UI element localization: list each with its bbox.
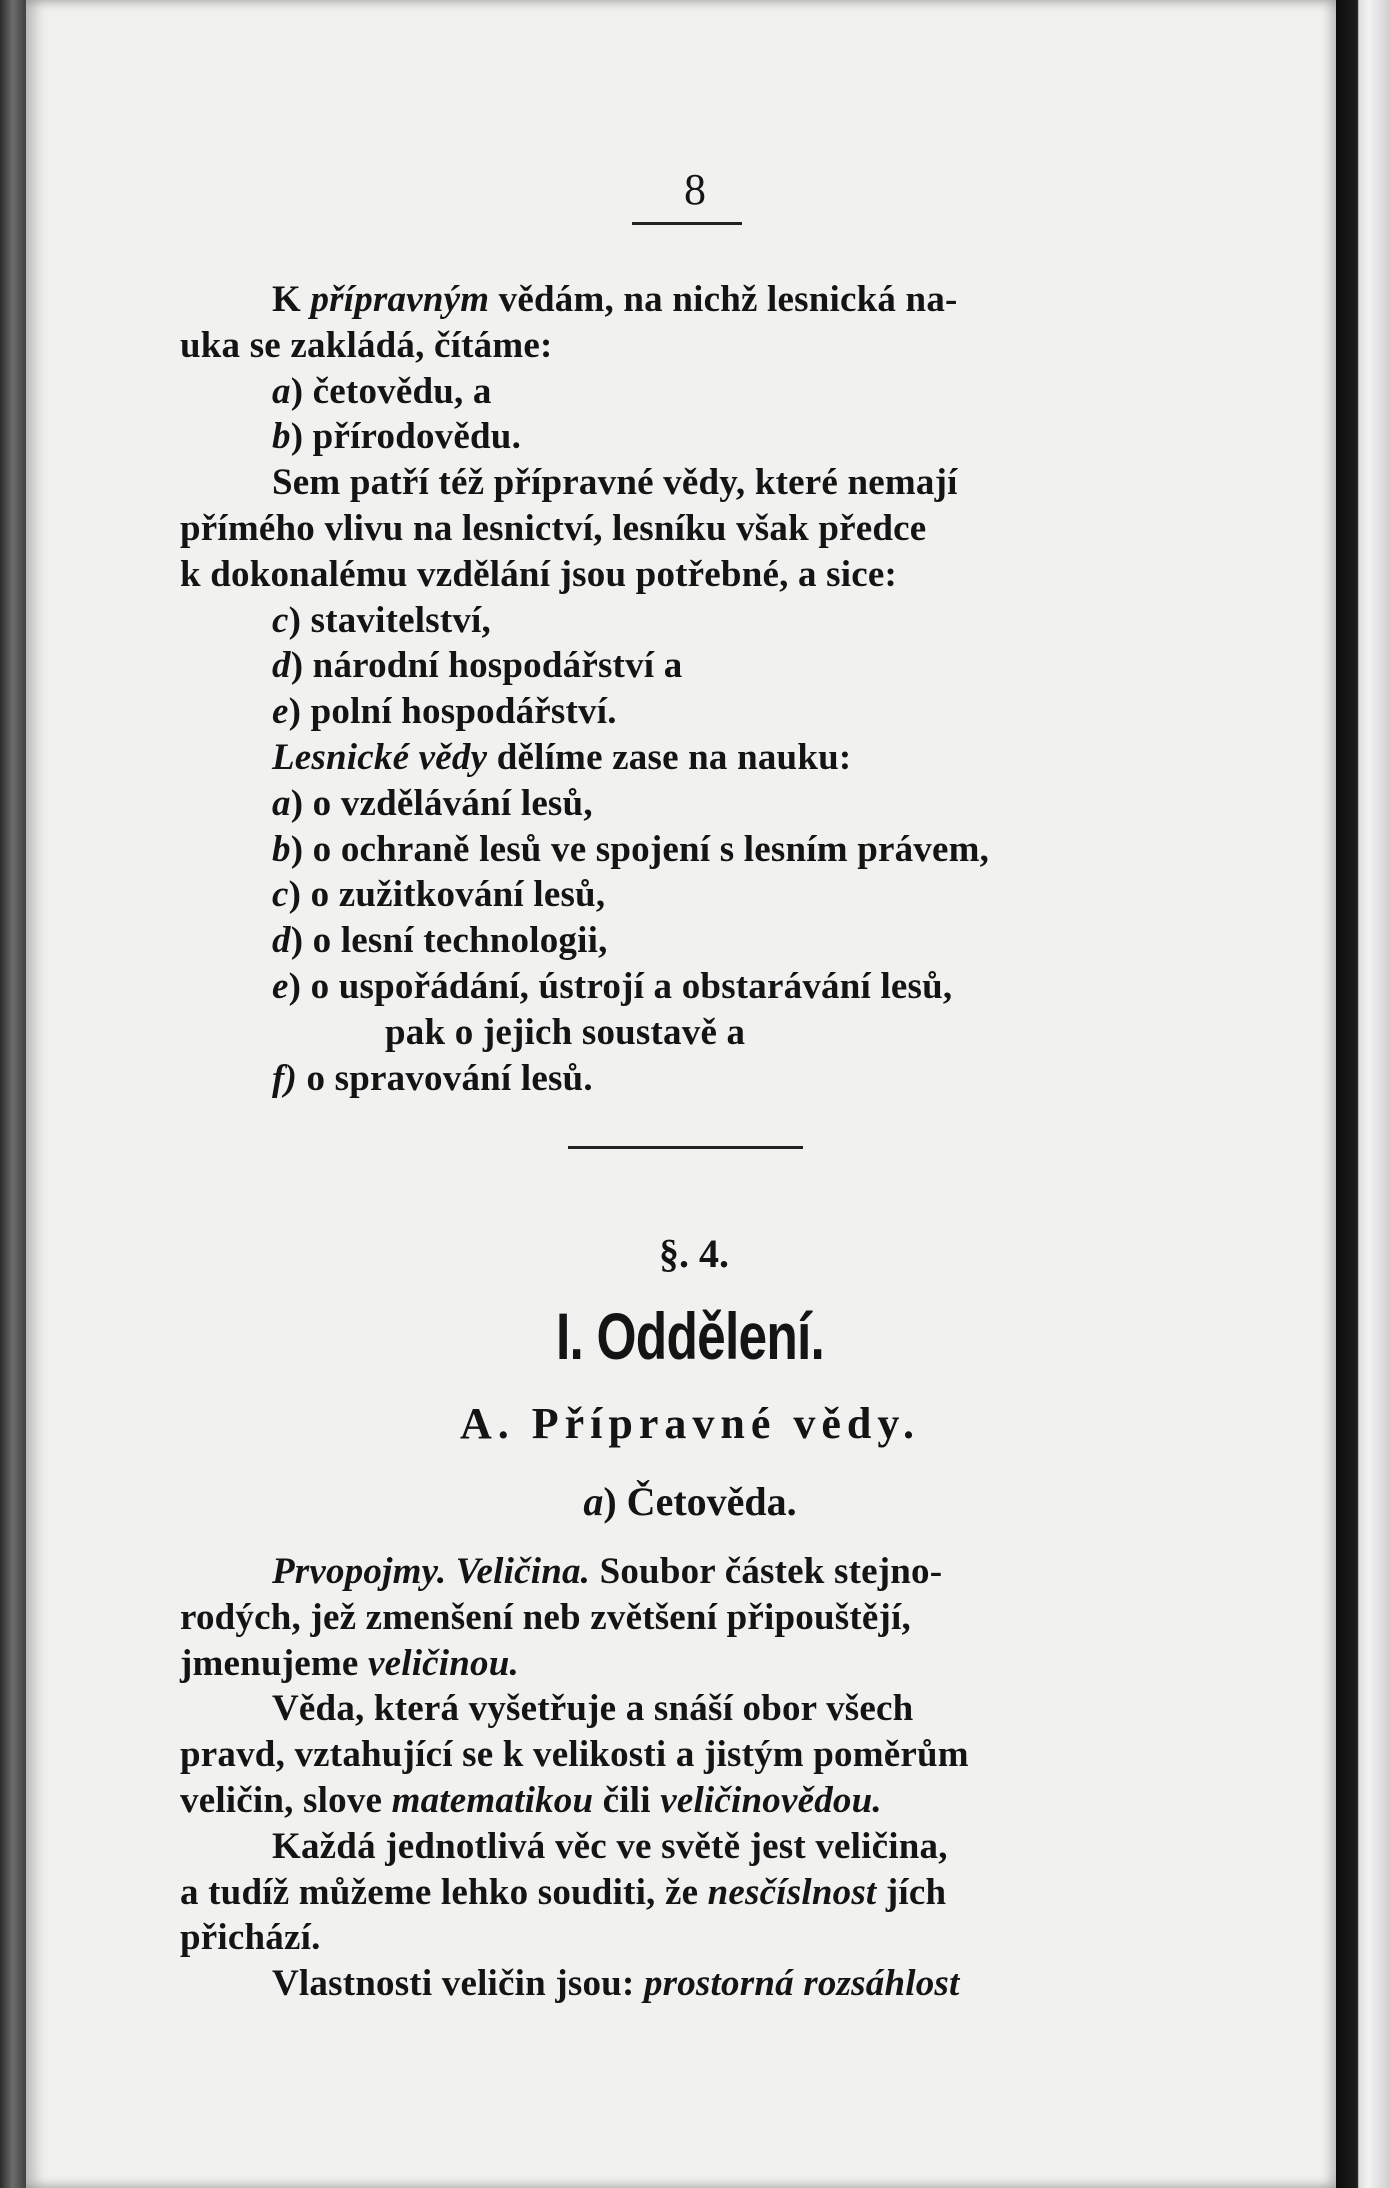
italic-text: d — [272, 645, 291, 687]
text-run: ) o zužitkování lesů, — [288, 874, 606, 916]
intro-line — [272, 597, 491, 645]
text-run: ) přírodovědu. — [290, 416, 522, 458]
text-run: dělíme zase na nauku: — [487, 737, 852, 778]
italic-text: f) — [272, 1057, 298, 1099]
body-line — [272, 1960, 959, 2008]
text-run: Vlastnosti veličin jsou: — [272, 1963, 644, 2005]
subsubsection-letter: a — [583, 1479, 604, 1524]
text-run: přímého vlivu na lesnictví, lesníku však předce — [180, 508, 927, 549]
section-divider — [568, 1146, 803, 1149]
facing-page-edge — [1336, 0, 1390, 2188]
intro-line — [272, 688, 617, 736]
intro-line — [385, 1009, 745, 1057]
body-line — [272, 1548, 942, 1596]
page-number-rule — [632, 222, 742, 225]
intro-line — [272, 368, 492, 416]
body-line — [180, 1869, 946, 1917]
subsubsection-title — [490, 1476, 890, 1528]
body-line — [272, 1823, 948, 1871]
text-run: ) stavitelství, — [288, 599, 491, 641]
section-title: I. Oddělení. — [555, 1299, 825, 1373]
text-run: Soubor částek stejno- — [590, 1551, 943, 1592]
italic-text: nesčíslnost — [707, 1871, 877, 1913]
text-run: jích — [876, 1871, 947, 1913]
italic-text: veličinovědou. — [660, 1780, 882, 1821]
intro-line — [180, 322, 553, 370]
intro-line — [272, 642, 682, 690]
italic-text: c — [272, 599, 289, 641]
intro-line — [272, 734, 851, 782]
text-run: veličin, slove — [180, 1780, 392, 1821]
body-line — [180, 1640, 519, 1688]
body-line — [180, 1594, 911, 1642]
text-run: ) národní hospodářství a — [290, 645, 683, 687]
intro-line — [272, 1055, 593, 1103]
text-run: Každá jednotlivá věc ve světě jest veličina, — [272, 1825, 948, 1867]
text-run: o spravování lesů. — [297, 1057, 593, 1099]
text-run: ) četovědu, a — [290, 370, 492, 412]
italic-text: e — [272, 691, 289, 733]
intro-line — [272, 917, 608, 965]
intro-line — [272, 963, 952, 1011]
intro-line — [272, 459, 958, 507]
text-run: a tudíž můžeme lehko souditi, že — [180, 1871, 708, 1913]
text-run: přichází. — [180, 1917, 321, 1959]
intro-line — [272, 871, 605, 919]
text-run: čili — [593, 1780, 661, 1821]
binding-shadow — [0, 0, 28, 2188]
italic-text: b — [272, 828, 291, 870]
italic-text: e — [272, 966, 289, 1007]
intro-line — [272, 413, 521, 461]
italic-text: přípravným — [310, 279, 490, 320]
body-line — [180, 1777, 882, 1825]
subsubsection-name: ) Četověda. — [603, 1479, 797, 1524]
intro-line — [272, 780, 593, 828]
italic-text: a — [272, 782, 291, 824]
intro-line — [180, 551, 897, 599]
body-line — [180, 1914, 321, 1962]
text-run: uka se zakládá, čítáme: — [180, 324, 553, 366]
italic-text: c — [272, 874, 289, 916]
text-run: Sem patří též přípravné vědy, které nemají — [272, 462, 958, 504]
text-run: pak o jejich soustavě a — [385, 1011, 746, 1053]
body-line — [272, 1685, 913, 1733]
text-run: pravd, vztahující se k velikosti a jistým poměrům — [180, 1734, 969, 1776]
text-run: ) o lesní technologii, — [290, 920, 608, 962]
subsection-title: A. Přípravné vědy. — [460, 1399, 920, 1448]
text-run: ) polní hospodářství. — [288, 691, 617, 733]
italic-text: d — [272, 920, 291, 962]
intro-line — [272, 276, 958, 324]
italic-text: Lesnické vědy — [272, 737, 488, 778]
text-run: vědám, na nichž lesnická na- — [489, 279, 958, 320]
page-number: 8 — [684, 165, 706, 214]
italic-text: matematikou — [391, 1780, 594, 1821]
section-number: §. 4. — [659, 1231, 729, 1276]
italic-text: veličinou. — [367, 1642, 519, 1684]
text-run: k dokonalému vzdělání jsou potřebné, a sice: — [180, 553, 897, 595]
text-run: K — [272, 279, 311, 320]
italic-text: prostorná rozsáhlost — [643, 1963, 960, 2005]
text-run: ) o uspořádání, ústrojí a obstarávání lesů, — [288, 966, 953, 1007]
italic-text: Prvopojmy. Veličina. — [272, 1551, 591, 1592]
intro-line — [180, 505, 926, 553]
text-run: Věda, která vyšetřuje a snáší obor všech — [272, 1688, 914, 1730]
text-run: ) o ochraně lesů ve spojení s lesním právem, — [290, 828, 990, 870]
body-line — [180, 1731, 969, 1779]
text-run: jmenujeme — [180, 1642, 368, 1684]
italic-text: b — [272, 416, 291, 458]
intro-line — [272, 826, 989, 874]
italic-text: a — [272, 370, 291, 412]
text-run: rodých, jež zmenšení neb zvětšení připouštějí, — [180, 1596, 911, 1638]
text-run: ) o vzdělávání lesů, — [290, 782, 593, 824]
